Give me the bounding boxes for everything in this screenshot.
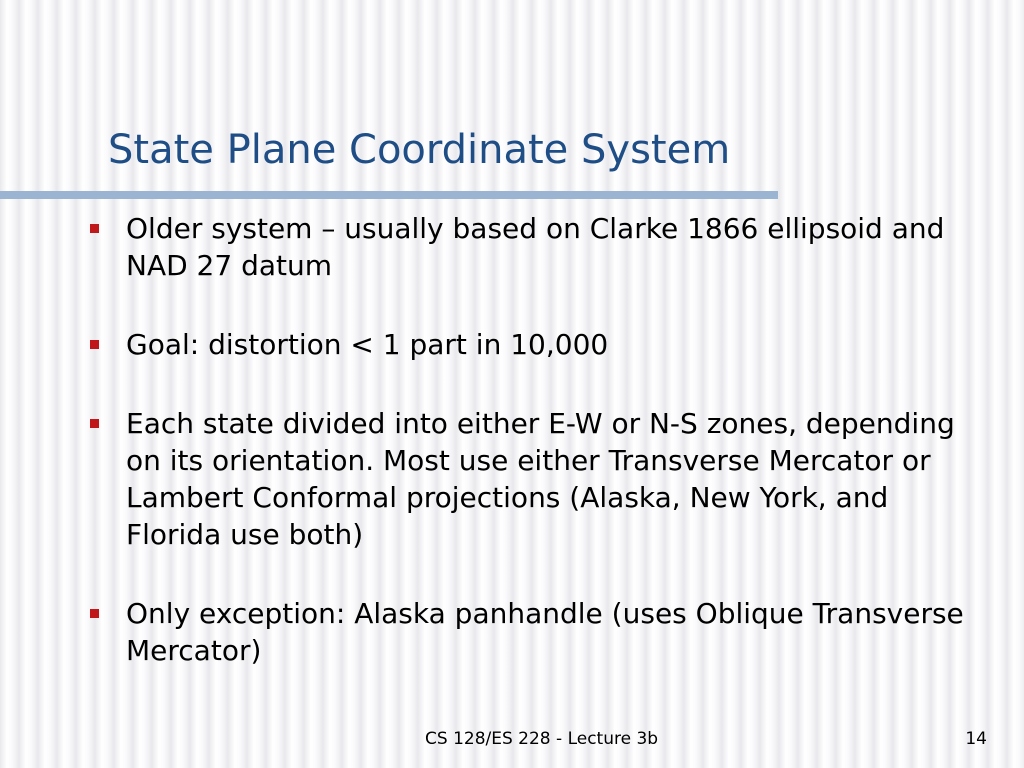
square-bullet-icon (90, 609, 99, 618)
square-bullet-icon (90, 224, 99, 233)
square-bullet-icon (90, 419, 99, 428)
bullet-item (88, 405, 968, 553)
bullet-item (88, 210, 968, 284)
bullet-text: Each state divided into either E-W or N-S zones, depending on its orientation. Most use either Transverse Mercator or Lambert Conformal projections (Alaska, New York, and Florida use both) (126, 407, 955, 551)
bullet-text: Only exception: Alaska panhandle (uses Oblique Transverse Mercator) (126, 597, 964, 667)
bullet-item (88, 595, 968, 669)
bullet-item (88, 326, 968, 363)
slide-number: 14 (965, 729, 987, 749)
footer-course-label: CS 128/ES 228 - Lecture 3b (425, 729, 659, 749)
slide-title: State Plane Coordinate System (108, 127, 731, 173)
bullet-list (88, 210, 968, 711)
bullet-text: Older system – usually based on Clarke 1866 ellipsoid and NAD 27 datum (126, 212, 945, 282)
title-divider (0, 191, 778, 199)
bullet-text: Goal: distortion < 1 part in 10,000 (126, 328, 609, 361)
square-bullet-icon (90, 340, 99, 349)
